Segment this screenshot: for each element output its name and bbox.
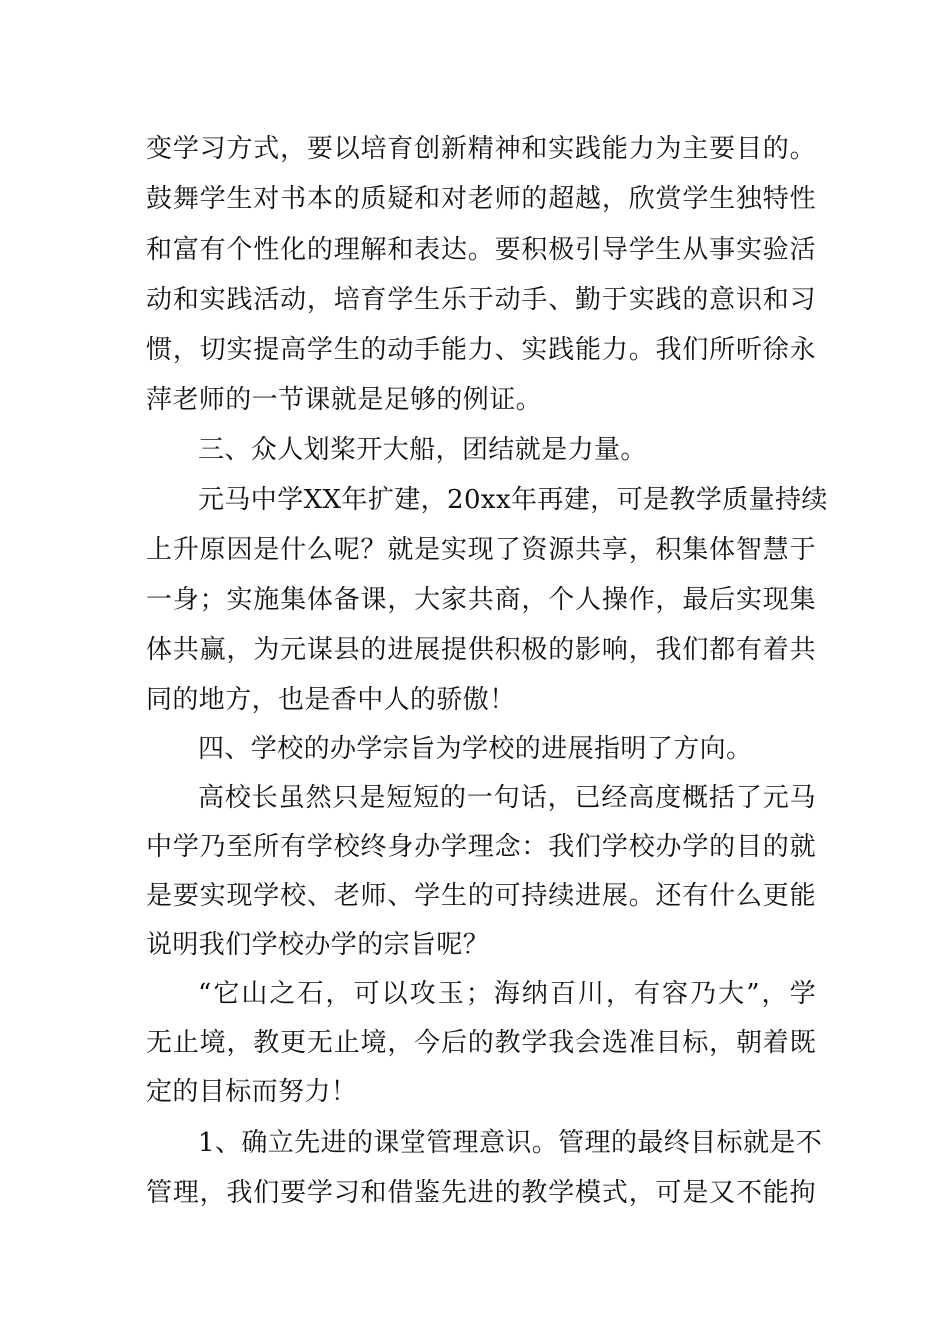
text-line: 说明我们学校办学的宗旨呢？ xyxy=(146,930,490,960)
text-line: 定的目标而努力！ xyxy=(146,1077,358,1107)
text-line: 体共赢，为元谋县的进展提供积极的影响，我们都有着共 xyxy=(146,635,816,665)
section-heading: 四、学校的办学宗旨为学校的进展指明了方向。 xyxy=(198,734,753,764)
text-line: 中学乃至所有学校终身办学理念：我们学校办学的目的就 xyxy=(146,832,816,862)
text-line: 一身；实施集体备课，大家共商，个人操作，最后实现集 xyxy=(146,585,816,615)
text-line: 是要实现学校、老师、学生的可持续进展。还有什么更能 xyxy=(146,881,816,911)
text-line: “它山之石，可以攻玉；海纳百川，有容乃大”，学 xyxy=(198,979,816,1009)
text-line: 变学习方式，要以培育创新精神和实践能力为主要目的。 xyxy=(146,134,816,164)
text-line: 鼓舞学生对书本的质疑和对老师的超越，欣赏学生独特性 xyxy=(146,184,816,214)
text-line: 和富有个性化的理解和表达。要积极引导学生从事实验活 xyxy=(146,235,816,265)
section-heading: 三、众人划桨开大船，团结就是力量。 xyxy=(198,435,647,465)
text-line: 无止境，教更无止境，今后的教学我会选准目标，朝着既 xyxy=(146,1028,816,1058)
text-line: 动和实践活动，培育学生乐于动手、勤于实践的意识和习 xyxy=(146,285,816,315)
text-line: 萍老师的一节课就是足够的例证。 xyxy=(146,385,543,415)
text-line: 元马中学XX年扩建，20xx年再建，可是教学质量持续 xyxy=(198,485,828,515)
text-line: 同的地方，也是香中人的骄傲！ xyxy=(146,685,516,715)
text-line: 上升原因是什么呢？就是实现了资源共享，积集体智慧于 xyxy=(146,535,816,565)
text-line: 惯，切实提高学生的动手能力、实践能力。我们所听徐永 xyxy=(146,335,816,365)
text-line: 高校长虽然只是短短的一句话，已经高度概括了元马 xyxy=(198,783,816,813)
text-line: 1、确立先进的课堂管理意识。管理的最终目标就是不 xyxy=(198,1128,823,1158)
text-line: 管理，我们要学习和借鉴先进的教学模式，可是又不能拘 xyxy=(146,1178,816,1208)
